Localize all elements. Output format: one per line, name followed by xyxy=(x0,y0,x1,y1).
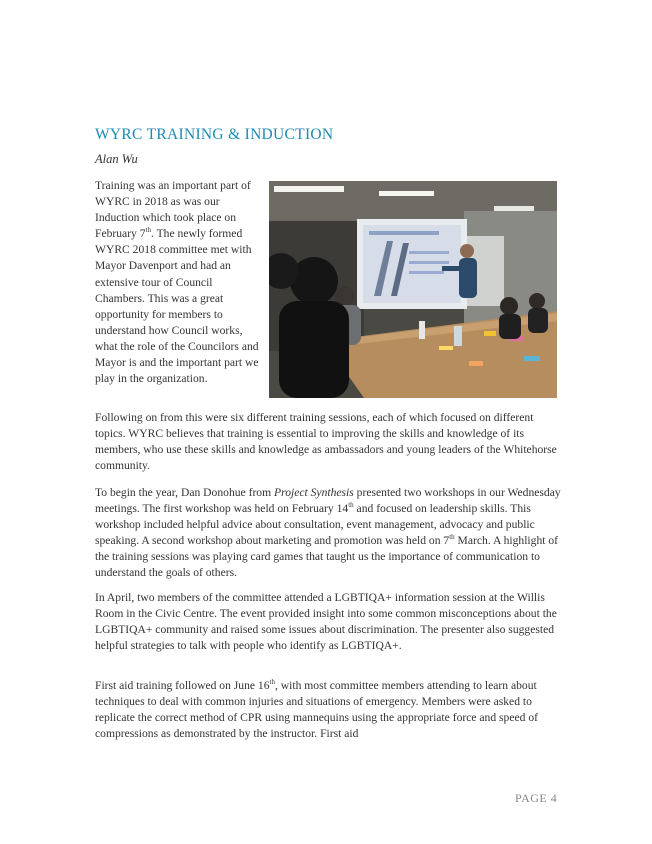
paragraph-first-aid: First aid training followed on June 16th, with most committee members attending to learn about techniques to deal with common injuries and situations of emergency. Members were asked to replicate the correct method of CPR using mannequins using the appropriate force and speed of compressions as demonstrated by the instructor. First aid xyxy=(95,678,539,741)
intro-paragraph: Training was an important part of WYRC in 2018 as was our Induction which took place on February 7th. The newly formed WYRC 2018 committee met with Mayor Davenport and had an extensive tour of Council Chambers. This was a great opportunity for members to understand how Council works, what the role of the Councilors and Mayor is and the important part we play in the organization. xyxy=(95,179,259,386)
page-number: PAGE 4 xyxy=(515,791,558,805)
paragraph-lgbtiqa-session: In April, two members of the committee attended a LGBTIQA+ information session at the Willis Room in the Civic Centre. The event provided insight into some common misconceptions about the LGBTIQA+ community and raised some issues about discrimination. The presenter also suggested helpful strategies to talk with people who identify as LGBTIQA+. xyxy=(95,591,557,653)
paragraph-workshops: To begin the year, Dan Donohue from Project Synthesis presented two workshops in our Wednesday meetings. The first workshop was held on February 14th and focused on leadership skills. This workshop included helpful advice about consultation, event management, advocacy and public speaking. A second workshop about marketing and promotion was held on 7th March. A highlight of the training sessions was playing card games that taught us the importance of communication to understand the goals of others. xyxy=(95,486,561,580)
training-session-photo xyxy=(269,181,557,398)
section-heading: WYRC TRAINING & INDUCTION xyxy=(95,126,334,143)
author-name: Alan Wu xyxy=(95,152,138,166)
paragraph-training-sessions: Following on from this were six different training sessions, each of which focused on different topics. WYRC believes that training is essential to improving the skills and knowledge of its members, who use these skills and knowledge as ambassadors and young leaders of the Whitehorse community. xyxy=(95,411,557,473)
